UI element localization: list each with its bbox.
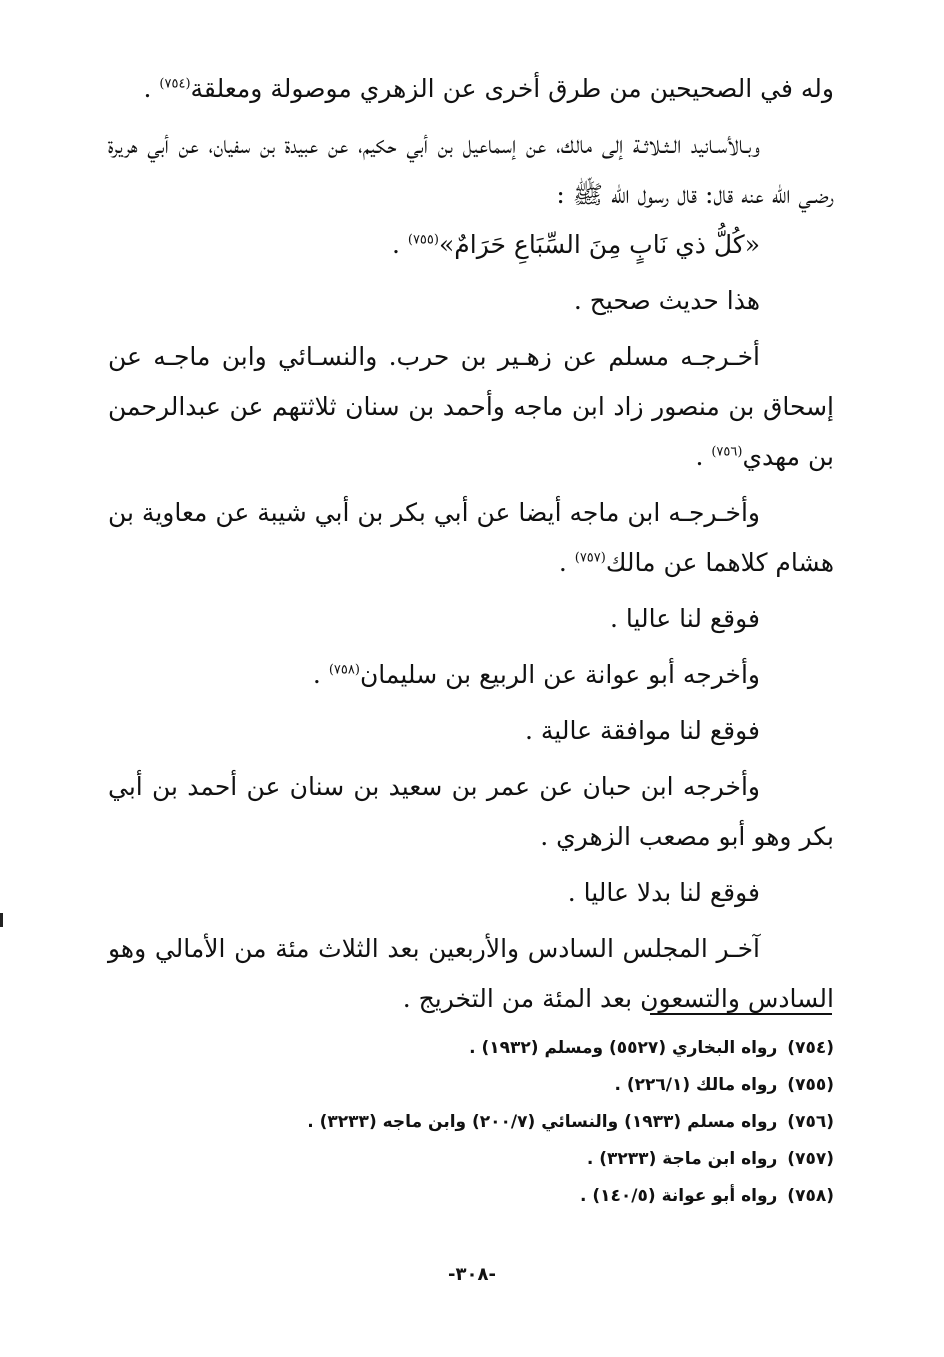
footnote-ref-757: (٧٥٧) <box>574 550 606 566</box>
paragraph-isnad <box>108 120 834 270</box>
footnote-756 <box>108 1104 834 1141</box>
footnote-ref-754: (٧٥٤) <box>159 76 191 92</box>
paragraph-badal <box>108 868 834 918</box>
paragraph-text: فوقع لنا بدلا عاليا . <box>567 878 760 907</box>
page-number: -٣٠٨- <box>448 1264 496 1285</box>
paragraph-ibn-majah <box>108 488 834 588</box>
paragraph-end: . <box>695 442 712 471</box>
paragraph-text: وأخرجه ابن حبان عن عمر بن سعيد بن سنان عن أحمد بن أبي بكر وهو أبو مصعب الزهري . <box>108 772 834 851</box>
footnote-ref-758: (٧٥٨) <box>328 662 360 678</box>
paragraph-aali-1 <box>108 594 834 644</box>
footnote-text: رواه أبو عوانة (١٤٠/٥) . <box>580 1186 778 1206</box>
footnote-755 <box>108 1067 834 1104</box>
paragraph-end: . <box>143 74 160 103</box>
footnote-text: رواه مسلم (١٩٣٣) والنسائي (٢٠٠/٧) وابن ماجه (٣٢٣٣) . <box>307 1112 778 1132</box>
footnote-number: (٧٥٥) <box>787 1075 834 1095</box>
paragraph-end: . <box>558 548 575 577</box>
paragraph-text: فوقع لنا عاليا . <box>610 604 760 633</box>
paragraph-grading <box>108 276 834 326</box>
paragraph-text: فوقع لنا موافقة عالية . <box>525 716 760 745</box>
paragraph-end: . <box>312 660 329 689</box>
footnote-ref-755: (٧٥٥) <box>407 232 439 248</box>
footnote-758 <box>108 1178 834 1215</box>
main-text <box>108 64 834 1030</box>
paragraph-text: وأخـرجـه ابن ماجه أيضا عن أبي بكر بن أبي شيبة عن معاوية بن هشام كلاهما عن مالك <box>108 498 834 577</box>
footnote-757 <box>108 1141 834 1178</box>
footnote-text: رواه البخاري (٥٥٢٧) ومسلم (١٩٣٢) . <box>469 1038 778 1058</box>
paragraph-text: هذا حديث صحيح . <box>573 286 760 315</box>
paragraph-abu-awana <box>108 650 834 700</box>
paragraph-muslim <box>108 332 834 482</box>
paragraph-muwafaqa <box>108 706 834 756</box>
paragraph-ibn-hibban <box>108 762 834 862</box>
footnote-number: (٧٥٦) <box>787 1112 834 1132</box>
footnote-separator <box>650 1013 832 1015</box>
paragraph-text: وله في الصحيحين من طرق أخرى عن الزهري موصولة ومعلقة <box>190 74 834 103</box>
paragraph-text: آخـر المجلس السادس والأربعين بعد الثلاث مئة من الأمالي وهو السادس والتسعون بعد المئة من التخريج . <box>108 934 834 1013</box>
hadith-text: «كُلُّ ذي نَابٍ مِنَ السِّبَاعِ حَرَامٌ»$^{(٧٥٥)}$ . <box>391 230 760 259</box>
footnote-754 <box>108 1030 834 1067</box>
footnotes <box>108 1030 834 1215</box>
footnote-number: (٧٥٧) <box>787 1149 834 1169</box>
footnote-number: (٧٥٤) <box>787 1038 834 1058</box>
footnote-number: (٧٥٨) <box>787 1186 834 1206</box>
paragraph-zuhri-routes <box>108 64 834 114</box>
footnote-ref-756: (٧٥٦) <box>711 444 743 460</box>
paragraph-session-end <box>108 924 834 1024</box>
paragraph-end: . <box>391 230 408 259</box>
paragraph-text: أخـرجـه مسلم عن زهـير بن حرب. والنسـائي وابن ماجـه عن إسحاق بن منصور زاد ابن ماجه وأحمد بن سنان ثلاثتهم عن عبدالرحمن بن مهدي <box>108 342 834 471</box>
footnote-text: رواه ابن ماجة (٣٢٣٣) . <box>586 1149 778 1169</box>
scan-edge-mark <box>0 913 3 927</box>
footnote-text: رواه مالك (٢٢٦/١) . <box>614 1075 778 1095</box>
paragraph-text: وأخرجه أبو عوانة عن الربيع بن سليمان <box>359 660 760 689</box>
paragraph-text: وبـالأسـانيد الـثـلاثـة إلى مالك، عن إسماعيل بن أبي حكيم، عن عبيدة بن سفيان، عن أبي هريرة رضـي الله عنه قال: قال رسول الله ﷺ : <box>108 130 834 209</box>
